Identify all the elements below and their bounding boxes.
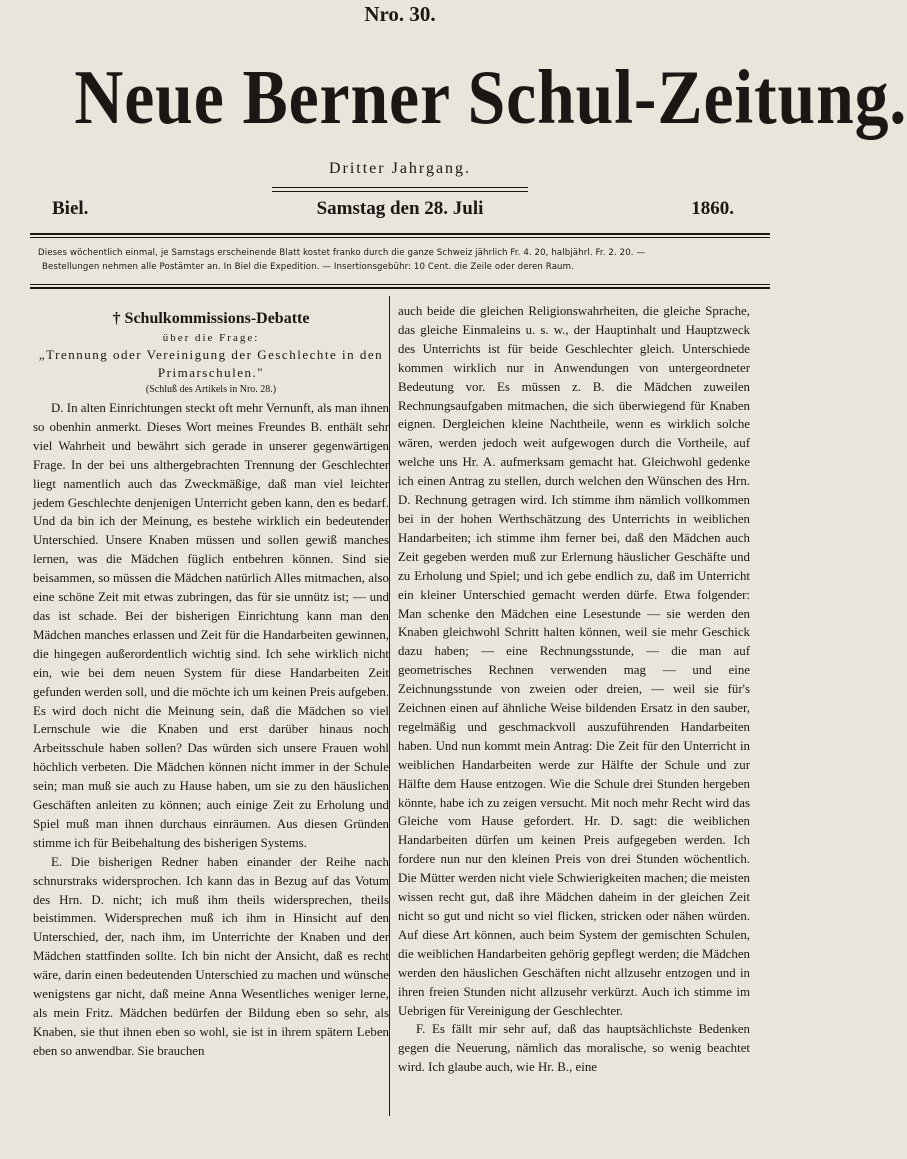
notice-line: Bestellungen nehmen alle Postämter an. In Biel die Expedition. — Insertionsgebühr: 10 Cent. die Zeile oder deren Raum. <box>42 262 574 272</box>
notice-divider <box>30 284 770 285</box>
place: Biel. <box>52 198 89 219</box>
dateline <box>0 198 800 224</box>
header-divider <box>30 233 770 235</box>
notice-divider-thick <box>30 287 770 289</box>
notice-line: Dieses wöchentlich einmal, je Samstags erscheinende Blatt kostet franko durch die ganze Schweiz jährlich Fr. 4. 20, halbjährl. Fr. 2. 20. — <box>38 248 646 258</box>
masthead-rule <box>272 187 528 192</box>
article-title-text: Schulkommissions-Debatte <box>124 310 310 327</box>
header-divider-thin <box>30 237 770 238</box>
volume-label: Dritter Jahrgang. <box>328 160 472 177</box>
issue-number: Nro. 30. <box>364 2 436 26</box>
article-question: „Trennung oder Vereinigung der Geschlechte in den Primarschulen." <box>38 347 384 380</box>
paragraph: D. In alten Einrichtungen steckt oft mehr Vernunft, als man ihnen so obenhin anmerkt. Dieses Wort meines Freundes B. enthält sehr viel Wahrheit und bewährt sich gerade in unserer gegenwärtigen Frage. In der bei uns althergebrachten Trennung der Geschlechter liegt namentlich auch das Zweckmäßige, daß man viel leichter jedem Geschlechte denjenigen Unterricht geben kann, den es bedarf. Und da bin ich der Meinung, es bestehe wirklich ein bedeutender Unterschied. Unsere Knaben müssen und sollen gewiß manches lernen, was die Mädchen füglich entbehren können. Sind sie beisammen, so müssen die Mädchen natürlich Alles mitmachen, also eine schöne Zeit mit etwas zubringen, das für sie unnütz ist; — und das ist schade. Bei der bisherigen Einrichtung kann man den Mädchen manches erlassen und Zeit für die Handarbeiten gewinnen, die hingegen außerordentlich wichtig sind. Ich sehe wirklich nicht ein, wie bei dem neuen System für diese Handarbeiten Zeit gefunden werden soll, und die möchte ich um keinen Preis aufgeben. Es wird doch nicht die Meinung sein, daß die Mädchen so viel Lernschule wie die Knaben und erst darüber hinaus noch Arbeitsschule haben sollen? Das würden sich unsere Frauen wohl höchlich verbeten. Die Mädchen können nicht immer in der Schule sein; man muß sie auch zu Hause haben, um sie zu den häuslichen Geschäften anleiten zu können; auch einige Zeit zu Erholung und Spiel muß man ihnen durchaus einräumen. Aus diesen Gründen stimme ich für Beibehaltung des bisherigen Systems. <box>33 401 389 850</box>
article-header <box>33 310 389 395</box>
right-column <box>398 302 750 1077</box>
article-title <box>33 310 389 328</box>
issue-date: Samstag den 28. Juli <box>316 198 484 219</box>
paragraph: auch beide die gleichen Religionswahrheiten, die gleiche Sprache, das gleiche Einmaleins u. s. w., der Hauptinhalt und Hauptzweck des Unterrichts ist für beide Geschlechter gleich. Unterschiede kommen wirklich nur in Anwendungen von untergeordneter Bedeutung vor. Es müssen z. B. die Mädchen zuweilen Rechnungsaufgaben mitmachen, die sich überwiegend für Knaben eignen. Dergleichen kleine Nachtheile, wenn es wirklich solche wären, werden jedoch weit aufgewogen durch die Vortheile, auf welche uns Hr. A. aufmerksam gemacht hat. Gleichwohl gedenke ich einen Antrag zu stellen, durch welchen den Wünschen des Hrn. D. Rechnung getragen wird. Ich stimme ihm nämlich vollkommen bei in der hohen Werthschätzung des Unterrichts in weiblichen Handarbeiten; ich stimme ihm ferner bei, daß den Mädchen auch Zeit gegeben werden muß zur Erlernung häuslicher Geschäfte und zu Erholung und Spiel; und ich gebe endlich zu, daß im Unterricht ein kleiner Unterschied gemacht werden dürfe. Etwa folgender: Man schenke den Mädchen eine Lesestunde — sie werden den Knaben gleichwohl Schritt halten können, weil sie mehr Geschick dazu haben; — eine Rechnungsstunde, — die man auf geometrisches Rechnen verwenden mag — und eine Zeichnungsstunde von zweien oder dreien, — weil sie für's Zeichnen einen auf ähnliche Weise bildenden Ersatz in den sauber, regelmäßig und geschmackvoll auszuführenden Handarbeiten haben. Und nun kommt mein Antrag: Die Zeit für den Unterricht in weiblichen Handarbeiten werde zur Hälfte der Schule und zur Hälfte dem Hause entzogen. Wie die Schule drei Stunden hergeben könnte, habe ich zu zeigen versucht. Mit noch mehr Recht wird das Gleiche vom Hause gefordert. Hr. D. sagt: die weiblichen Handarbeiten dürfen um keinen Preis aufgegeben werden. Ich fordere nun nur den kleinen Preis von drei Stunden wöchentlich. Die Mütter werden nicht viele Schwierigkeiten machen; die meisten wissen recht gut, daß ihre Mädchen daheim in der gleichen Zeit nicht so gut und nicht so viel flicken, stricken oder nähen würden. Auf diese Art können, auch beim System der gemischten Schulen, die weiblichen Handarbeiten gehörig gepflegt werden; die Mädchen werden den häuslichen Geschäften nicht allzusehr entzogen und in ihren freien Stunden nicht allzusehr verkürzt. Auch ich stimme im Uebrigen für Vereinigung der Geschlechter. <box>398 304 750 1018</box>
paragraph: F. Es fällt mir sehr auf, daß das hauptsächlichste Bedenken gegen die Neuerung, nämlich das moralische, so wenig beachtet wird. Ich glaube auch, wie Hr. B., eine <box>398 1022 750 1075</box>
subscription-notice <box>38 246 758 274</box>
column-divider <box>389 296 390 1116</box>
left-column <box>33 302 389 1061</box>
issue-year: 1860. <box>691 198 734 219</box>
article-subtitle: über die Frage: <box>162 332 260 344</box>
cross-icon: † <box>112 310 121 327</box>
paragraph: E. Die bisherigen Redner haben einander der Reihe nach schnurstraks widersprochen. Ich kann das in Bezug auf das Votum des Hrn. D. nicht; ich muß ihm theils widersprechen, theils beistimmen. Widersprechen muß ich ihm in Hinsicht auf den Unterschied, der, nach ihm, im Unterrichte der Knaben und der Mädchen stattfinden sollte. Ich bin nicht der Ansicht, daß es recht wäre, darin einen bedeutenden Unterschied zu machen und wünsche wenigstens gar nicht, daß meine Anna Wesentliches weniger lerne, als mein Fritz. Mädchen bedürfen der Bildung eben so sehr, als Knaben, sie thut ihnen eben so wohl, sie ist in ihrem spätern Leben eben so anwendbar. Sie brauchen <box>33 854 389 1058</box>
article-note: (Schluß des Artikels in Nro. 28.) <box>145 384 277 395</box>
masthead-title: Neue Berner Schul-Zeitung. <box>74 54 907 140</box>
